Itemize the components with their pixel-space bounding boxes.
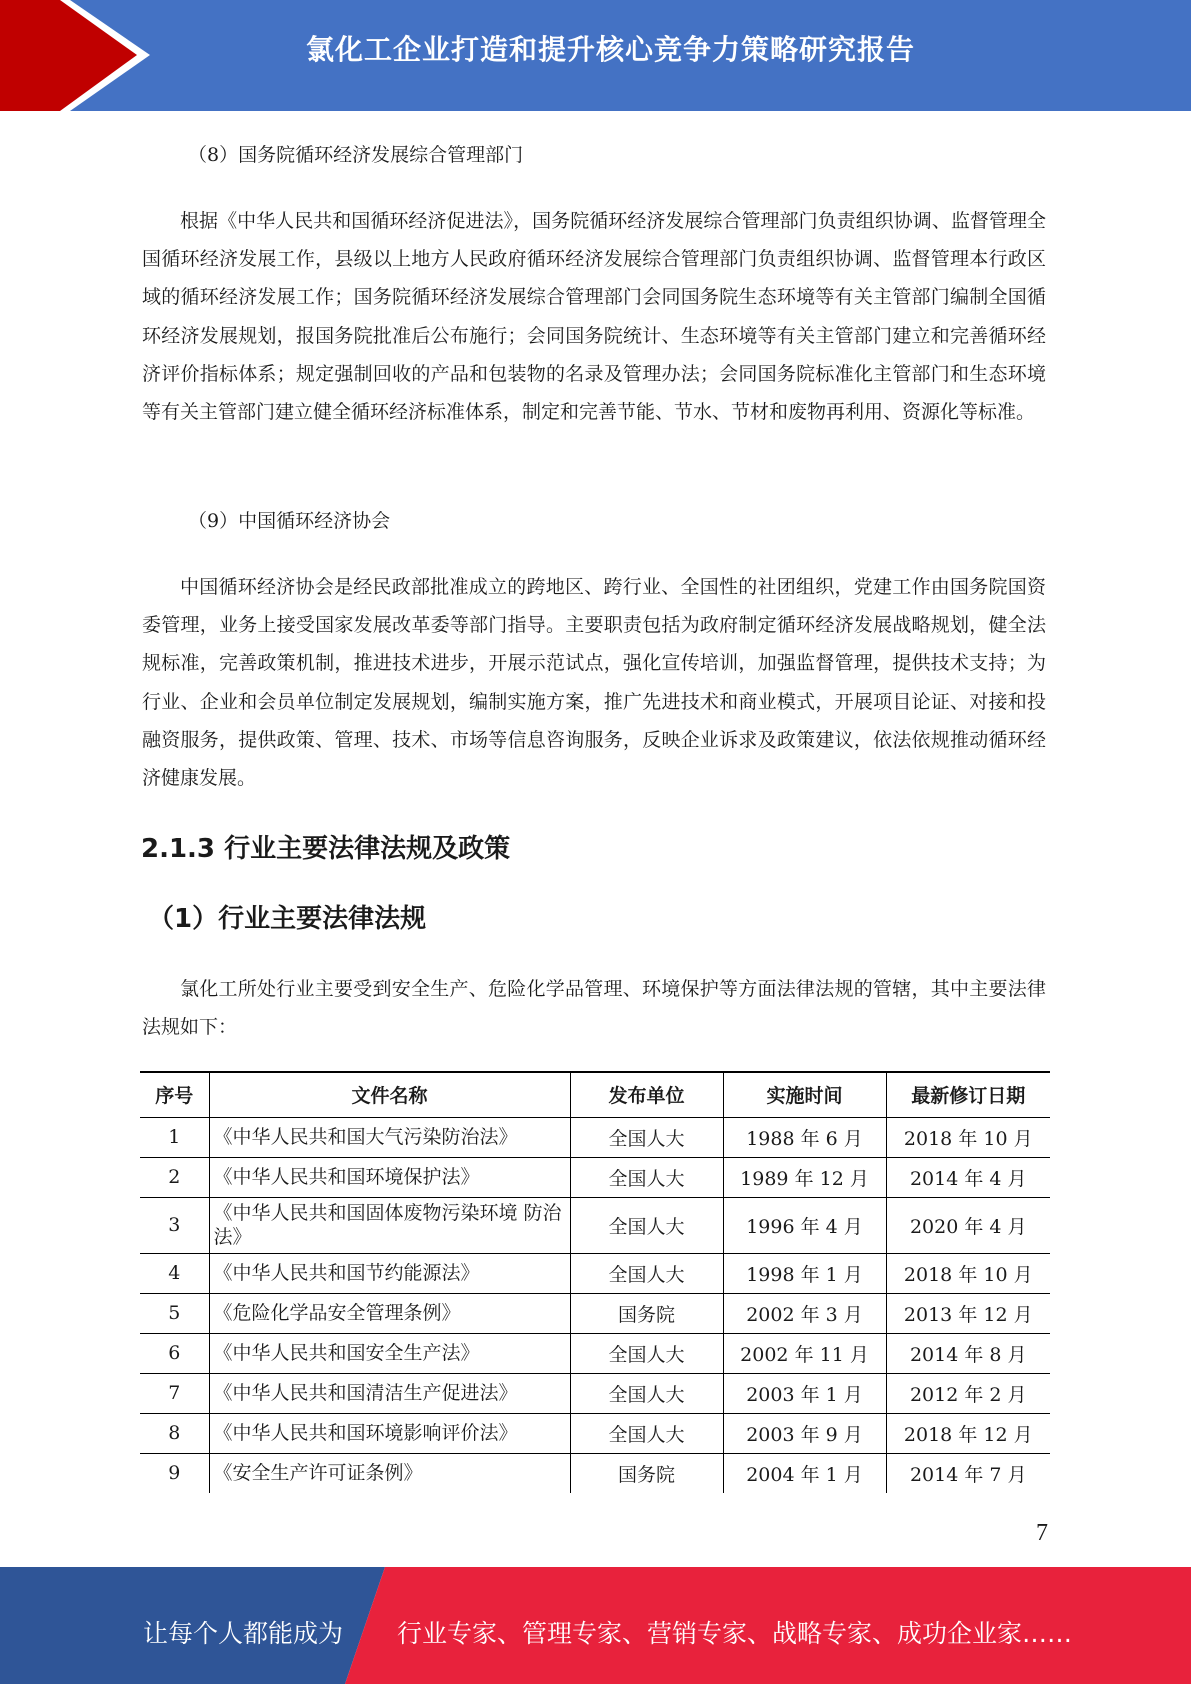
cell-issuer: 全国人大 <box>570 1157 723 1197</box>
header-arrow-icon <box>0 0 160 111</box>
cell-issuer: 全国人大 <box>570 1197 723 1253</box>
cell-issuer: 国务院 <box>570 1293 723 1333</box>
table-row <box>140 1413 1050 1453</box>
cell-name: 《中华人民共和国固体废物污染环境 防治法》 <box>209 1197 570 1253</box>
table-header-row <box>140 1072 1050 1117</box>
page-header <box>0 0 1191 111</box>
col-header-issuer: 发布单位 <box>570 1072 723 1117</box>
section-heading-9: （9）中国循环经济协会 <box>188 510 391 532</box>
cell-name: 《危险化学品安全管理条例》 <box>209 1293 570 1333</box>
cell-name: 《中华人民共和国清洁生产促进法》 <box>209 1373 570 1413</box>
cell-effective: 1998 年 1 月 <box>723 1253 886 1293</box>
cell-index: 4 <box>140 1253 209 1293</box>
cell-effective: 2002 年 11 月 <box>723 1333 886 1373</box>
page-footer <box>0 1567 1191 1684</box>
report-title: 氯化工企业打造和提升核心竞争力策略研究报告 <box>305 33 915 66</box>
paragraph-8: 根据《中华人民共和国循环经济促进法》，国务院循环经济发展综合管理部门负责组织协调、监督管理全国循环经济发展工作，县级以上地方人民政府循环经济发展综合管理部门负责组织协调、监督管理本行政区域的循环经济发展工作；国务院循环经济发展综合管理部门会同国务院生态环境等有关主管部门编制全国循环经济发展规划，报国务院批准后公布施行；会同国务院统计、生态环境等有关主管部门建立和完善循环经济评价指标体系；规定强制回收的产品和包装物的名录及管理办法；会同国务院标准化主管部门和生态环境等有关主管部门建立健全循环经济标准体系，制定和完善节能、节水、节材和废物再利用、资源化等标准。 <box>142 210 1046 424</box>
table-row <box>140 1373 1050 1413</box>
cell-revised: 2012 年 2 月 <box>886 1373 1050 1413</box>
cell-issuer: 全国人大 <box>570 1373 723 1413</box>
chapter-heading: 2.1.3 行业主要法律法规及政策 <box>141 834 511 864</box>
cell-index: 3 <box>140 1197 209 1253</box>
cell-effective: 2003 年 9 月 <box>723 1413 886 1453</box>
cell-issuer: 全国人大 <box>570 1333 723 1373</box>
page-number: 7 <box>1036 1520 1048 1546</box>
cell-revised: 2018 年 10 月 <box>886 1117 1050 1157</box>
cell-index: 5 <box>140 1293 209 1333</box>
table-row <box>140 1253 1050 1293</box>
table-row <box>140 1157 1050 1197</box>
cell-index: 2 <box>140 1157 209 1197</box>
cell-index: 6 <box>140 1333 209 1373</box>
cell-effective: 2004 年 1 月 <box>723 1453 886 1493</box>
cell-revised: 2014 年 4 月 <box>886 1157 1050 1197</box>
cell-index: 8 <box>140 1413 209 1453</box>
table-row <box>140 1293 1050 1333</box>
table-row <box>140 1333 1050 1373</box>
cell-name: 《中华人民共和国节约能源法》 <box>209 1253 570 1293</box>
footer-slogan-right: 行业专家、管理专家、营销专家、战略专家、成功企业家…… <box>397 1619 1073 1648</box>
footer-slogan-left: 让每个人都能成为 <box>143 1619 344 1648</box>
cell-issuer: 国务院 <box>570 1453 723 1493</box>
section-heading-8: （8）国务院循环经济发展综合管理部门 <box>188 144 524 166</box>
cell-revised: 2013 年 12 月 <box>886 1293 1050 1333</box>
cell-revised: 2014 年 7 月 <box>886 1453 1050 1493</box>
table-row <box>140 1453 1050 1493</box>
cell-effective: 1996 年 4 月 <box>723 1197 886 1253</box>
cell-revised: 2018 年 10 月 <box>886 1253 1050 1293</box>
cell-name: 《中华人民共和国安全生产法》 <box>209 1333 570 1373</box>
cell-revised: 2014 年 8 月 <box>886 1333 1050 1373</box>
cell-effective: 1989 年 12 月 <box>723 1157 886 1197</box>
cell-name: 《中华人民共和国大气污染防治法》 <box>209 1117 570 1157</box>
cell-issuer: 全国人大 <box>570 1413 723 1453</box>
cell-index: 1 <box>140 1117 209 1157</box>
cell-effective: 2002 年 3 月 <box>723 1293 886 1333</box>
laws-table <box>140 1071 1050 1493</box>
cell-index: 7 <box>140 1373 209 1413</box>
table-row <box>140 1197 1050 1253</box>
cell-name: 《中华人民共和国环境保护法》 <box>209 1157 570 1197</box>
col-header-effective: 实施时间 <box>723 1072 886 1117</box>
cell-issuer: 全国人大 <box>570 1117 723 1157</box>
col-header-index: 序号 <box>140 1072 209 1117</box>
paragraph-9: 中国循环经济协会是经民政部批准成立的跨地区、跨行业、全国性的社团组织，党建工作由国务院国资委管理，业务上接受国家发展改革委等部门指导。主要职责包括为政府制定循环经济发展战略规划，健全法规标准，完善政策机制，推进技术进步，开展示范试点，强化宣传培训，加强监督管理，提供技术支持；为行业、企业和会员单位制定发展规划，编制实施方案，推广先进技术和商业模式，开展项目论证、对接和投融资服务，提供政策、管理、技术、市场等信息咨询服务，反映企业诉求及政策建议，依法依规推动循环经济健康发展。 <box>142 576 1046 790</box>
col-header-name: 文件名称 <box>209 1072 570 1117</box>
cell-index: 9 <box>168 1462 181 1485</box>
col-header-revised: 最新修订日期 <box>886 1072 1050 1117</box>
cell-revised: 2018 年 12 月 <box>886 1413 1050 1453</box>
cell-issuer: 全国人大 <box>570 1253 723 1293</box>
cell-effective: 1988 年 6 月 <box>723 1117 886 1157</box>
table-intro: 氯化工所处行业主要受到安全生产、危险化学品管理、环境保护等方面法律法规的管辖，其中主要法律法规如下： <box>142 978 1046 1039</box>
subsection-heading: （1）行业主要法律法规 <box>148 904 427 934</box>
cell-name: 《安全生产许可证条例》 <box>209 1453 570 1493</box>
table-row <box>140 1117 1050 1157</box>
cell-name: 《中华人民共和国环境影响评价法》 <box>209 1413 570 1453</box>
cell-effective: 2003 年 1 月 <box>723 1373 886 1413</box>
cell-revised: 2020 年 4 月 <box>886 1197 1050 1253</box>
